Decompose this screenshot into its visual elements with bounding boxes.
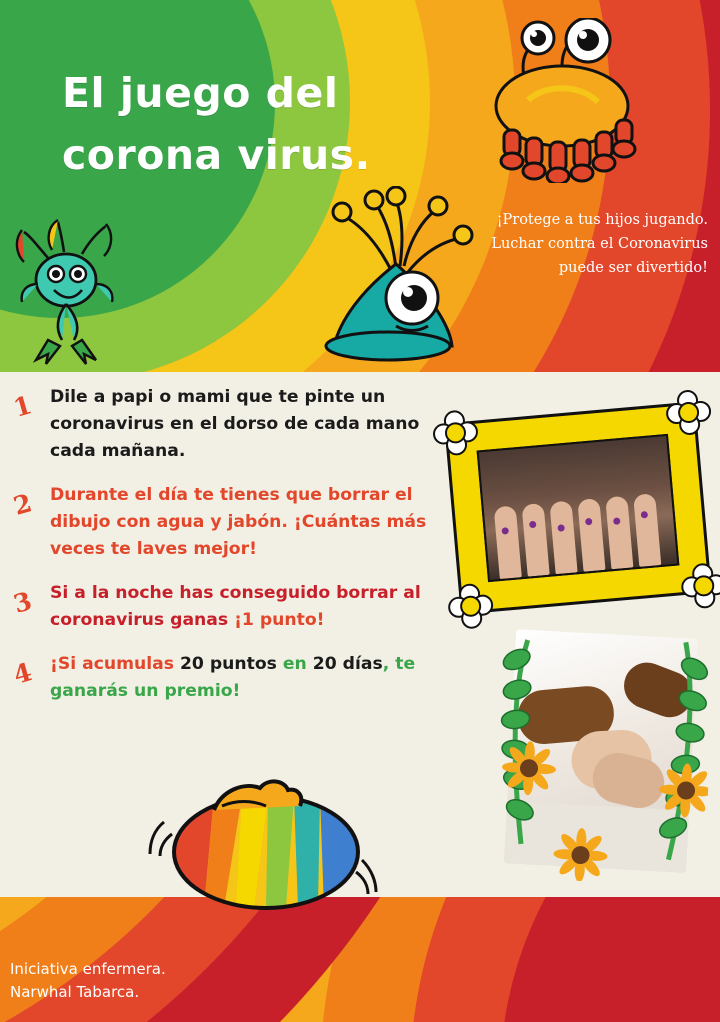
title-line-2: corona virus. — [62, 131, 371, 179]
list-item — [10, 384, 464, 465]
footer-line-1: Iniciativa enfermera. — [10, 960, 166, 978]
hands-photo — [479, 436, 677, 580]
step-number: 2 — [10, 488, 36, 521]
step-text — [50, 482, 464, 563]
step-text — [50, 384, 464, 465]
step-number: 3 — [10, 586, 36, 619]
photo-washing-hands — [485, 614, 716, 887]
tagline-line-3: puede ser divertido! — [558, 260, 708, 276]
flower-decoration — [679, 562, 720, 608]
step-segment: en — [282, 654, 313, 674]
rainbow-ball-illustration — [148, 760, 378, 912]
poster-tagline — [456, 208, 708, 280]
steps-list — [10, 384, 464, 722]
photo-image-area — [477, 434, 680, 582]
list-item — [10, 482, 464, 563]
flower-decoration — [664, 388, 710, 434]
step-segment: Dile a papi o mami que te pinte un coronavirus en el dorso de cada mano cada mañana. — [50, 387, 420, 461]
step-number: 1 — [10, 390, 36, 423]
step-segment: ¡Si acumulas — [50, 654, 180, 674]
teal-monster-illustration — [300, 186, 485, 366]
title-line-1: El juego del — [62, 69, 339, 117]
list-item — [10, 651, 464, 705]
flower-decoration — [431, 409, 477, 455]
step-segment: 20 puntos — [179, 654, 283, 674]
green-monster-illustration — [12, 214, 154, 366]
footer-line-2: Narwhal Tabarca. — [10, 983, 140, 1001]
step-text — [50, 580, 464, 634]
step-segment: , te ganarás un premio! — [50, 654, 416, 701]
step-text — [50, 651, 464, 705]
flower-decoration — [446, 582, 492, 628]
list-item — [10, 580, 464, 634]
footer-credits — [10, 958, 166, 1004]
step-segment: Si a la noche has conseguido borrar al coronavirus ganas — [50, 583, 421, 630]
step-segment: ¡1 punto! — [234, 610, 325, 630]
leaf-sunflower-frame — [485, 614, 716, 887]
tagline-line-1: ¡Protege a tus hijos jugando. — [496, 212, 708, 228]
crab-monster-illustration — [476, 18, 666, 183]
step-segment: 20 días — [312, 654, 383, 674]
tagline-line-2: Luchar contra el Coronavirus — [491, 236, 708, 252]
step-number: 4 — [10, 657, 36, 690]
step-segment: Durante el día te tienes que borrar el dibujo con agua y jabón. ¡Cuántas más veces te laves mejor! — [50, 485, 427, 559]
poster-title — [62, 62, 482, 186]
photo-painted-hands — [444, 401, 712, 614]
poster-header — [0, 0, 720, 372]
